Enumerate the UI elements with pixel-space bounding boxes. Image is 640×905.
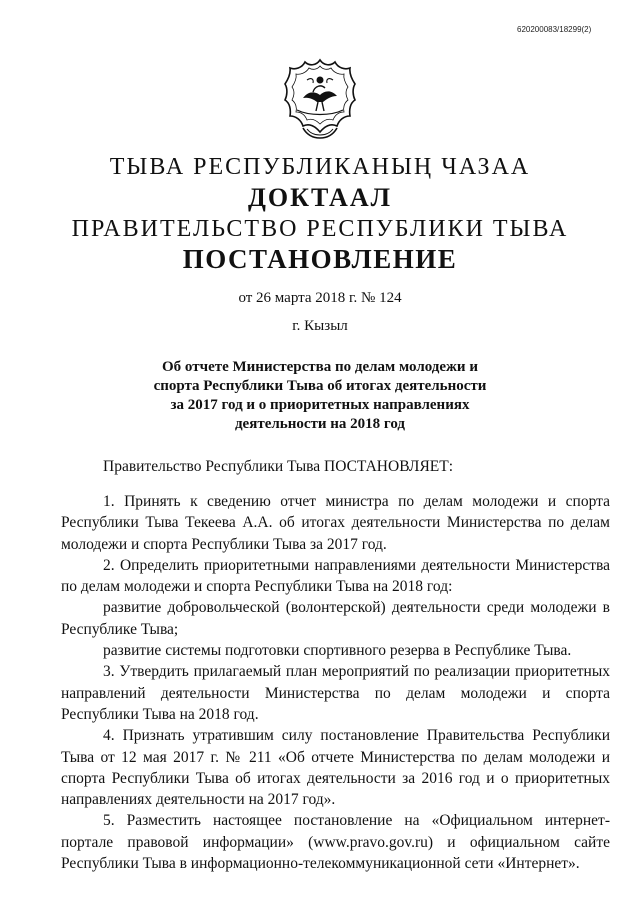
paragraph-2-item-1: развитие добровольческой (волонтерской) деятельности среди молодежи в Республике Тыва;: [61, 599, 610, 638]
header-government: ПРАВИТЕЛЬСТВО РЕСПУБЛИКИ ТЫВА: [71, 216, 569, 242]
paragraph-2-item-2: развитие системы подготовки спортивного резерва в Республике Тыва.: [103, 642, 572, 660]
subject-line: спорта Республики Тыва об итогах деятельности: [153, 378, 487, 394]
decree-subject: [0, 358, 640, 434]
paragraph-1: 1. Принять к сведению отчет министра по делам молодежи и спорта Республики Тыва Текеева А.А. об итогах деятельности Министерства по делам молодежи и спорта Республики Тыва за 2017 год.: [61, 493, 610, 553]
subject-line: деятельности на 2018 год: [234, 416, 406, 432]
subject-line: за 2017 год и о приоритетных направлениях: [170, 397, 470, 413]
paragraph-2: 2. Определить приоритетными направлениями деятельности Министерства по делам молодежи и спорта Республики Тыва на 2018 год:: [61, 556, 610, 596]
decree-city: г. Кызыл: [292, 318, 348, 334]
document-number: 620200083/18299(2): [517, 25, 592, 34]
header-tuvan-decree: ДОКТААЛ: [248, 183, 392, 212]
resolution-lead: Правительство Республики Тыва ПОСТАНОВЛЯЕТ:: [103, 458, 454, 475]
header-tuvan-government: ТЫВА РЕСПУБЛИКАНЫҢ ЧАЗАА: [109, 154, 531, 180]
paragraph-4: 4. Признать утратившим силу постановление Правительства Республики Тыва от 12 мая 2017 г. № 211 «Об отчете Министерства по делам молодежи и спорта Республики Тыва об итогах деятельности за 2016 год и о приоритетных направлениях деятельности на 2017 год».: [61, 727, 610, 809]
subject-line: Об отчете Министерства по делам молодежи и: [162, 359, 478, 375]
coat-of-arms-icon: [283, 56, 357, 142]
paragraph-5: 5. Разместить настоящее постановление на «Официальном интернет-портале правовой информации» (www.pravo.gov.ru) и официальном сайте Республики Тыва в информационно-телекоммуникационной сети «Интернет».: [61, 812, 610, 873]
decree-date: от 26 марта 2018 г. № 124: [238, 290, 402, 306]
paragraph-3: 3. Утвердить прилагаемый план мероприятий по реализации приоритетных направлений деятельности Министерства по делам молодежи и спорта Республики Тыва на 2018 год.: [61, 663, 610, 723]
decree-body: [61, 491, 610, 874]
header-decree: ПОСТАНОВЛЕНИЕ: [182, 244, 458, 274]
